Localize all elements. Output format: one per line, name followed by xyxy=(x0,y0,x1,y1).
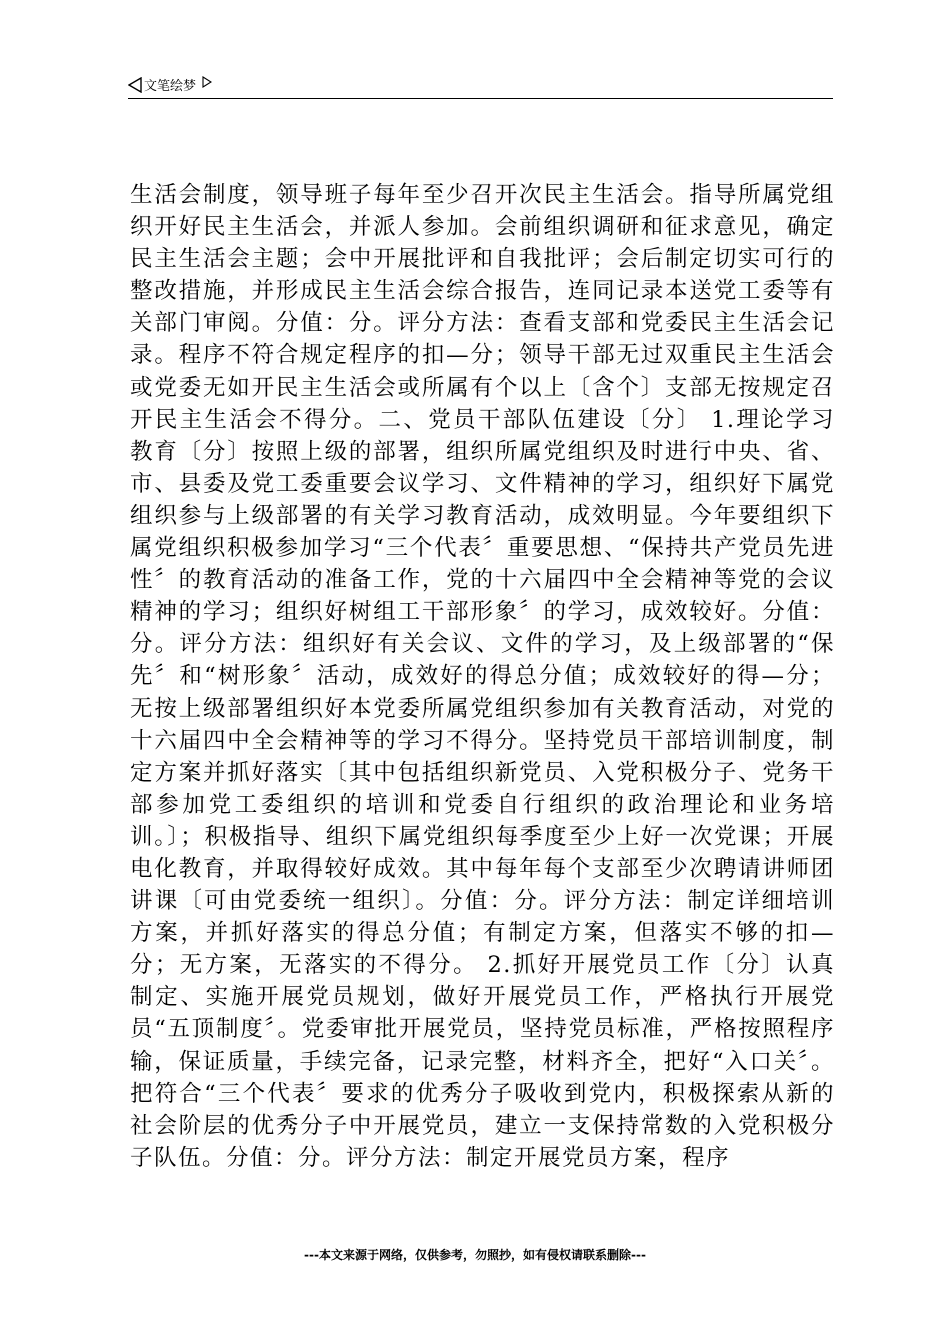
header-brand: 文笔绘梦 xyxy=(144,79,197,94)
footer-disclaimer: ---本文来源于网络，仅供参考，勿照抄，如有侵权请联系删除--- xyxy=(304,1248,646,1262)
triangle-left-icon xyxy=(128,77,142,93)
document-body-paragraph: 生活会制度，领导班子每年至少召开次民主生活会。指导所属党组织开好民主生活会，并派人参加。会前组织调研和征求意见，确定民主生活会主题；会中开展批评和自我批评；会后制定切实可行的整改措施，并形成民主生活会综合报告，连同记录本送党工委等有关部门审阅。分值：分。评分方法：查看支部和党委民主生活会记录。程序不符合规定程序的扣—分；领导干部无过双重民主生活会或党委无如开民主生活会或所属有个以上〔含个〕支部无按规定召开民主生活会不得分。二、党员干部队伍建设〔分〕 1.理论学习教育〔分〕按照上级的部署，组织所属党组织及时进行中央、省、市、县委及党工委重要会议学习、文件精神的学习，组织好下属党组织参与上级部署的有关学习教育活动，成效明显。今年要组织下属党组织积极参加学习“三个代表〞重要思想、“保持共产党员先进性〞的教育活动的准备工作，党的十六届四中全会精神等党的会议精神的学习；组织好树组工干部形象〞的学习，成效较好。分值：分。评分方法：组织好有关会议、文件的学习，及上级部署的“保先〞和“树形象〞活动，成效好的得总分值；成效较好的得—分；无按上级部署组织好本党委所属党组织参加有关教育活动，对党的十六届四中全会精神等的学习不得分。坚持党员干部培训制度，制定方案并抓好落实〔其中包括组织新党员、入党积极分子、党务干部参加党工委组织的培训和党委自行组织的政治理论和业务培训。〕；积极指导、组织下属党组织每季度至少上好一次党课；开展电化教育，并取得较好成效。其中每年每个支部至少次聘请讲师团讲课〔可由党委统一组织〕。分值：分。评分方法：制定详细培训方案，并抓好落实的得总分值；有制定方案，但落实不够的扣—分；无方案，无落实的不得分。 2.抓好开展党员工作〔分〕认真制定、实施开展党员规划，做好开展党员工作，严格执行开展党员“五顶制度〞。党委审批开展党员，坚持党员标准，严格按照程序输，保证质量，手续完备，记录完整，材料齐全，把好“入口关〞。把符合“三个代表〞要求的优秀分子吸收到党内，积极探索从新的社会阶层的优秀分子中开展党员，建立一支保持常数的入党积极分子队伍。分值：分。评分方法：制定开展党员方案，程序 xyxy=(130,182,835,1171)
header-brand-group xyxy=(128,75,212,94)
page-header xyxy=(128,72,833,99)
triangle-right-icon xyxy=(202,76,212,88)
